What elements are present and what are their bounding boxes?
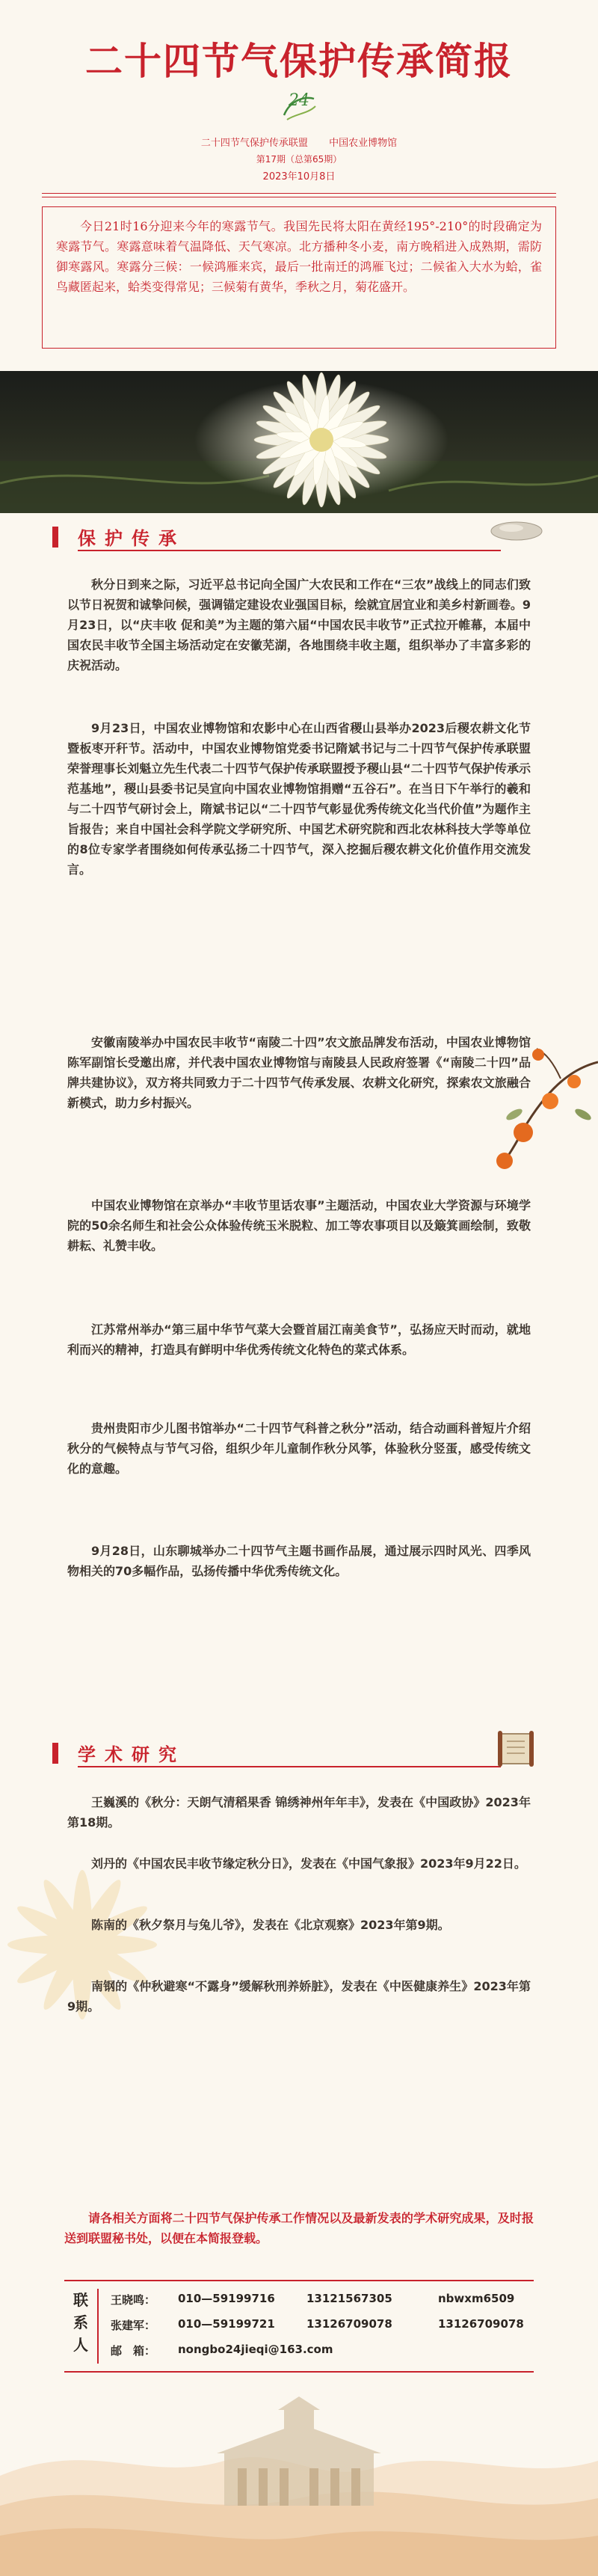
submission-notice: 请各相关方面将二十四节气保护传承工作情况以及最新发表的学术研究成果，及时报送到联盟秘书处，以便在本简报登载。 <box>64 2211 534 2245</box>
section-marker <box>52 1743 58 1764</box>
research-paragraph-3: 陈南的《秋夕祭月与兔儿爷》，发表在《北京观察》2023年第9期。 <box>91 1918 450 1932</box>
contact-heading-char: 联 <box>73 2291 88 2309</box>
logo-number: 24 <box>289 91 309 110</box>
contact-wechat: 13126709078 <box>438 2317 524 2331</box>
heritage-paragraph-2: 9月23日，中国农业博物馆和农影中心在山西省稷山县举办2023后稷农耕文化节暨板枣开秆节。活动中，中国农业博物馆党委书记隋斌书记与二十四节气保护传承联盟荣誉理事长刘魁立先生代表二十四节气保护传承联盟授予稷山县“二十四节气保护传承示范基地”，稷山县委书记吴宣向中国农业博物馆捐赠“五谷石”。在当日下午举行的羲和与二十四节气研讨会上，隋斌书记以“二十四节气彰显优秀传统文化当代价值”为题作主旨报告；来自中国社会科学院文学研究所、中国艺术研究院和西北农林科技大学等单位的8位专家学者围绕如何传承弘扬二十四节气，深入挖掘后稷农耕文化价值作用交流发言。 <box>67 721 531 877</box>
section-rule <box>78 550 501 551</box>
contact-wechat: nbwxm6509 <box>438 2292 515 2305</box>
contact-phone: 010—59199716 <box>178 2292 275 2305</box>
research-paragraph-1: 王巍溪的《秋分：天朗气清稻果香 锦绣神州年年丰》，发表在《中国政协》2023年第18期。 <box>67 1795 531 1830</box>
heritage-paragraph-3: 安徽南陵举办中国农民丰收节“南陵二十四”农文旅品牌发布活动，中国农业博物馆陈军副馆长受邀出席，并代表中国农业博物馆与南陵县人民政府签署《“南陵二十四”品牌共建协议》，双方将共同致力于二十四节气传承发展、农耕文化研究，探索农文旅融合新模式，助力乡村振兴。 <box>67 1035 531 1110</box>
landscape-footer-icon <box>0 2393 598 2576</box>
header-rule <box>42 193 556 194</box>
contact-heading-char: 系 <box>73 2313 88 2331</box>
research-paragraph-2: 刘丹的《中国农民丰收节缘定秋分日》，发表在《中国气象报》2023年9月22日。 <box>91 1856 526 1871</box>
persimmon-branch-icon <box>478 1032 598 1174</box>
newsletter-title: 二十四节气保护传承简报 <box>85 39 513 83</box>
scroll-book-icon <box>496 1728 535 1770</box>
issue-number: 第17期（总第65期） <box>256 154 342 165</box>
section-heading: 学术研究 <box>78 1744 185 1765</box>
masthead <box>0 0 598 224</box>
heritage-paragraph-1: 秋分日到来之际，习近平总书记向全国广大农民和工作在“三农”战线上的同志们致以节日祝贺和诚挚问候，强调锚定建设农业强国目标，绘就宜居宜业和美乡村新画卷。9月23日，以“庆丰收 促和美”为主题的第六届“中国农民丰收节”正式拉开帷幕，本届中国农民丰收节全国主场活动定在安徽芜湖，各地围绕丰收主题，组织举办了丰富多彩的庆祝活动。 <box>67 577 531 672</box>
heritage-paragraph-5: 江苏常州举办“第三届中华节气菜大会暨首届江南美食节”，弘扬应天时而动，就地利而兴的精神，打造具有鲜明中华优秀传统文化特色的菜式体系。 <box>67 1322 531 1357</box>
issuer-museum: 中国农业博物馆 <box>329 138 398 149</box>
email-link[interactable]: nongbo24jieqi@163.com <box>178 2343 333 2356</box>
intro-box <box>42 206 556 349</box>
contact-heading <box>64 2289 99 2364</box>
section-title-research <box>52 1738 546 1768</box>
solar-terms-logo-icon <box>277 84 321 129</box>
issuer-alliance: 二十四节气保护传承联盟 <box>200 138 308 149</box>
heritage-paragraph-7: 9月28日，山东聊城举办二十四节气主题书画作品展，通过展示四时风光、四季风物相关的70多幅作品，弘扬传播中华优秀传统文化。 <box>67 1544 531 1578</box>
stone-ornament-icon <box>489 515 544 545</box>
issuers <box>0 135 598 149</box>
chrysanthemum-photo <box>0 371 598 513</box>
intro-text: 今日21时16分迎来今年的寒露节气。我国先民将太阳在黄经195°-210°的时段确定为寒露节气。寒露意味着气温降低、天气寒凉。北方播种冬小麦，南方晚稻进入成熟期，需防御寒露风。寒露分三候：一候鸿雁来宾，最后一批南迁的鸿雁飞过；二候雀入大水为蛤，雀鸟藏匿起来，蛤类变得常见；三候菊有黄华，季秋之月，菊花盛开。 <box>56 219 542 294</box>
contact-name: 张建军： <box>111 2319 156 2332</box>
issue-date: 2023年10月8日 <box>262 171 336 183</box>
contact-table <box>64 2280 534 2373</box>
contact-heading-char: 人 <box>73 2336 88 2354</box>
section-heading: 保护传承 <box>78 527 185 549</box>
heritage-paragraph-4: 中国农业博物馆在京举办“丰收节里话农事”主题活动，中国农业大学资源与环境学院的50余名师生和社会公众体验传统玉米脱粒、加工等农事项目以及簸箕画绘制，致敬耕耘、礼赞丰收。 <box>67 1198 531 1253</box>
contact-name: 王晓鸣： <box>111 2293 156 2307</box>
section-title-heritage <box>52 522 546 552</box>
section-rule <box>78 1766 501 1767</box>
section-marker <box>52 527 58 548</box>
contact-mobile: 13126709078 <box>306 2317 392 2331</box>
heritage-paragraph-6: 贵州贵阳市少儿图书馆举办“二十四节气科普之秋分”活动，结合动画科普短片介绍秋分的气候特点与节气习俗，组织少年儿童制作秋分风筝，体验秋分竖蛋，感受传统文化的意趣。 <box>67 1421 531 1476</box>
contact-mobile: 13121567305 <box>306 2292 392 2305</box>
research-paragraph-4: 南钢的《仲秋避寒“不露身”缓解秋刑养娇脏》，发表在《中医健康养生》2023年第9期。 <box>67 1979 531 2014</box>
contact-phone: 010—59199721 <box>178 2317 275 2331</box>
email-label: 邮 箱： <box>111 2344 156 2358</box>
